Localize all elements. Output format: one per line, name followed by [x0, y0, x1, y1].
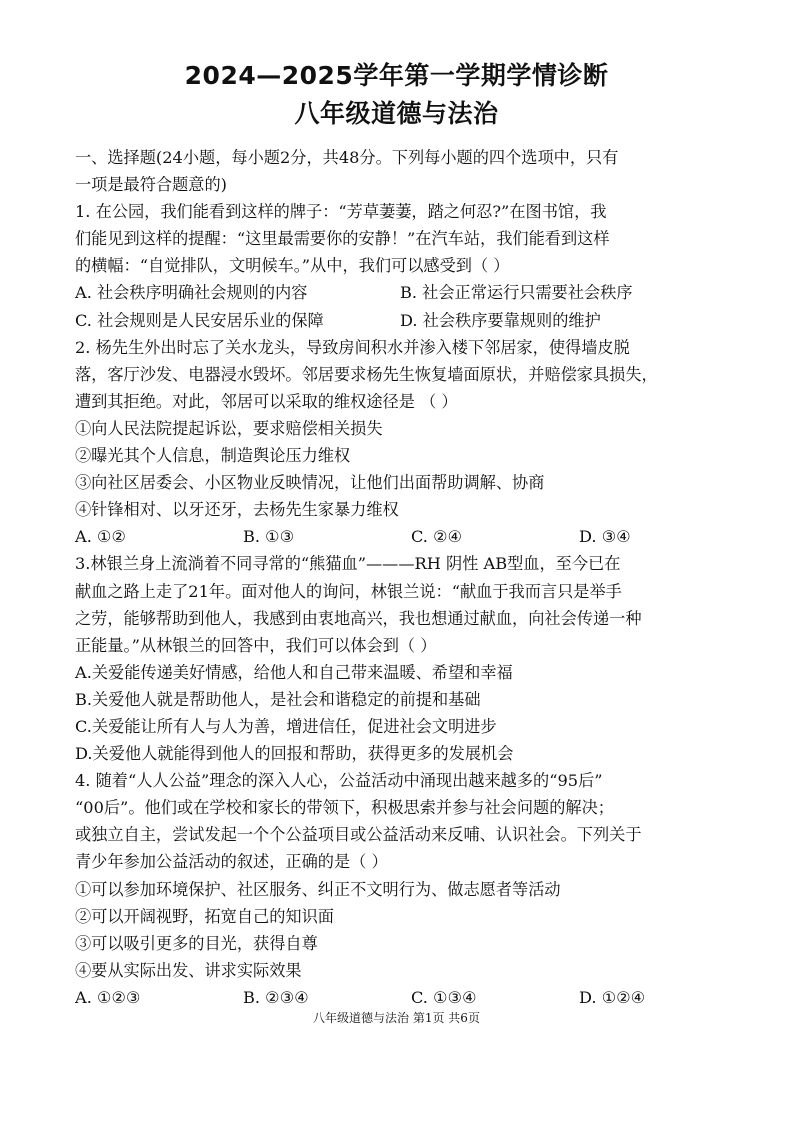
q2-item: ①向人民法院提起诉讼，要求赔偿相关损失	[75, 418, 383, 438]
q4-text: 4. 随着“人人公益”理念的深入人心，公益活动中涌现出越来越多的“95后”	[75, 771, 603, 791]
q4-text: 或独立自主，尝试发起一个个公益项目或公益活动来反哺、认识社会。下列关于	[75, 825, 642, 845]
q1-options-row	[75, 307, 725, 334]
q1-options-row	[75, 279, 725, 306]
q1-option-d: D. 社会秩序要靠规则的维护	[400, 310, 601, 330]
q4-option-c: C. ①③④	[411, 987, 477, 1007]
q3-text: 献血之路上走了21年。面对他人的询问，林银兰说：“献血于我而言只是举手	[75, 581, 622, 601]
q3-option-a: A.关爱能传递美好情感，给他人和自己带来温暖、希望和幸福	[75, 662, 513, 682]
q1-option-c: C. 社会规则是人民安居乐业的保障	[75, 310, 324, 330]
q2-option-b: B. ①③	[243, 527, 295, 547]
q3-option-c: C.关爱能让所有人与人为善，增进信任，促进社会文明进步	[75, 716, 497, 736]
q1-option-a: A. 社会秩序明确社会规则的内容	[75, 283, 308, 303]
q4-item: ①可以参加环境保护、社区服务、纠正不文明行为、做志愿者等活动	[75, 879, 561, 899]
subject-title: 八年级道德与法治	[294, 99, 499, 128]
q2-options-row	[75, 523, 725, 550]
q4-option-b: B. ②③④	[243, 987, 309, 1007]
q2-item: ④针锋相对、以牙还牙，去杨先生家暴力维权	[75, 500, 399, 520]
question-content	[75, 144, 725, 1011]
q4-item: ②可以开阔视野，拓宽自己的知识面	[75, 906, 334, 926]
q4-options-row	[75, 984, 725, 1011]
q2-text: 落，客厅沙发、电器浸水毁坏。邻居要求杨先生恢复墙面原状，并赔偿家具损失，	[75, 364, 658, 384]
q3-option-b: B.关爱他人就是帮助他人，是社会和谐稳定的前提和基础	[75, 689, 481, 709]
page-footer: 八年级道德与法治 第1页 共6页	[313, 1011, 480, 1025]
exam-title: 2024—2025学年第一学期学情诊断	[184, 61, 609, 90]
q4-item: ④要从实际出发、讲求实际效果	[75, 960, 302, 980]
q2-item: ③向社区居委会、小区物业反映情况，让他们出面帮助调解、协商	[75, 473, 545, 493]
q1-text: 们能见到这样的提醒：“这里最需要你的安静！”在汽车站，我们能看到这样	[75, 229, 610, 249]
q2-option-c: C. ②④	[411, 527, 463, 547]
section-heading: 一、选择题(24小题，每小题2分，共48分。下列每小题的四个选项中，只有	[75, 148, 619, 167]
q2-text: 遭到其拒绝。对此，邻居可以采取的维权途径是 （ ）	[75, 391, 458, 411]
q2-option-a: A. ①②	[75, 527, 127, 547]
q3-text: 正能量。”从林银兰的回答中，我们可以体会到（ ）	[75, 635, 437, 655]
q1-text: 1. 在公园，我们能看到这样的牌子：“芳草萋萋，踏之何忍?”在图书馆，我	[75, 202, 607, 222]
q4-item: ③可以吸引更多的目光，获得自尊	[75, 933, 318, 953]
q3-text: 之劳，能够帮助到他人，我感到由衷地高兴，我也想通过献血，向社会传递一种	[75, 608, 642, 628]
q2-option-d: D. ③④	[579, 527, 631, 547]
q3-option-d: D.关爱他人就能得到他人的回报和帮助，获得更多的发展机会	[75, 744, 514, 764]
q4-text: “00后”。他们或在学校和家长的带领下，积极思索并参与社会问题的解决；	[75, 798, 614, 818]
q2-text: 2. 杨先生外出时忘了关水龙头，导致房间积水并渗入楼下邻居家，使得墙皮脱	[75, 337, 630, 357]
q4-text: 青少年参加公益活动的叙述，正确的是（ ）	[75, 852, 388, 872]
q2-item: ②曝光其个人信息，制造舆论压力维权	[75, 446, 351, 466]
q1-option-b: B. 社会正常运行只需要社会秩序	[400, 283, 633, 303]
q4-option-d: D. ①②④	[579, 987, 646, 1007]
q4-option-a: A. ①②③	[75, 987, 141, 1007]
q1-text: 的横幅：“自觉排队，文明候车。”从中，我们可以感受到（ ）	[75, 256, 510, 276]
section-heading-cont: 一项是最符合题意的)	[75, 175, 228, 195]
q3-text: 3.林银兰身上流淌着不同寻常的“熊猫血”———RH 阴性 AB型血，至今已在	[75, 554, 621, 574]
